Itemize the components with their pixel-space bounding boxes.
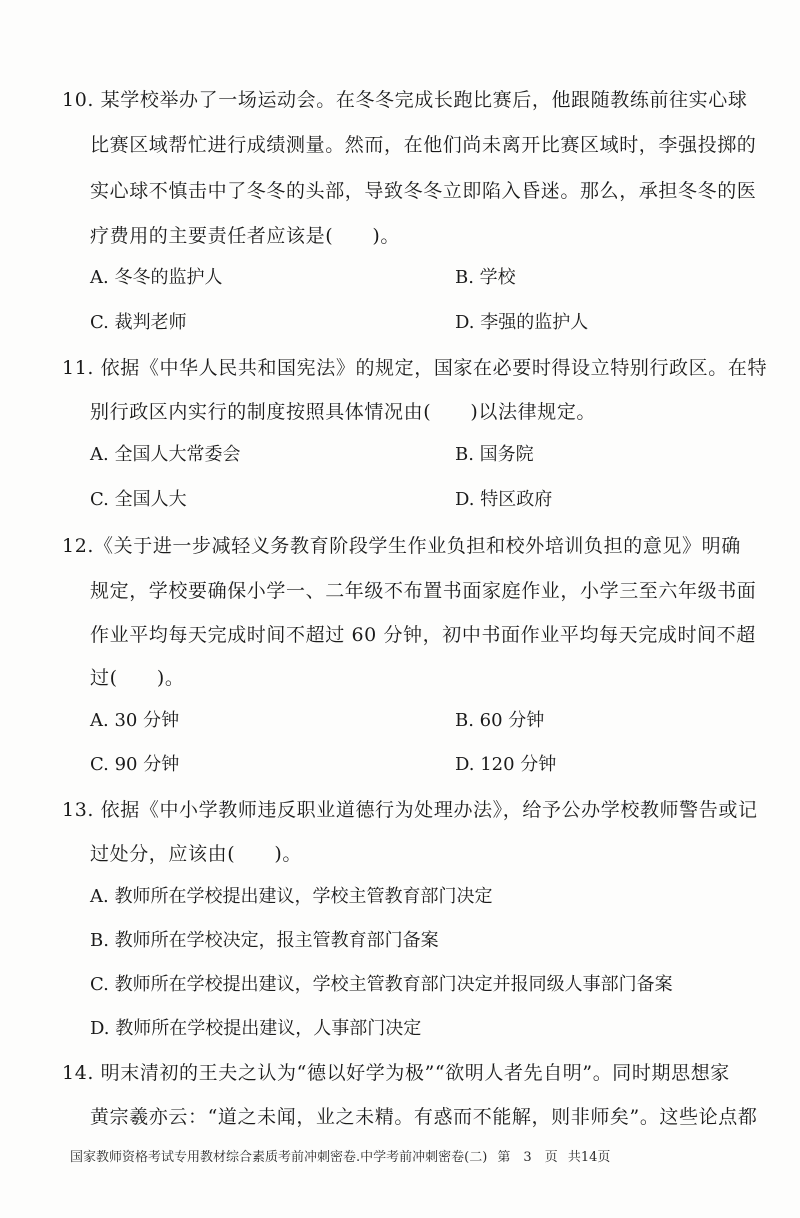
footer-total-pages: 共14页	[567, 1150, 611, 1165]
question-12-option-d: D. 120 分钟	[455, 754, 557, 775]
question-11-option-a: A. 全国人大常委会	[90, 444, 241, 465]
question-10-line-1: 10. 某学校举办了一场运动会。在冬冬完成长跑比赛后，他跟随教练前往实心球	[62, 89, 748, 111]
question-13-option-d: D. 教师所在学校提出建议，人事部门决定	[90, 1018, 422, 1039]
question-10-option-b: B. 学校	[455, 267, 516, 288]
question-12-option-a: A. 30 分钟	[90, 710, 180, 731]
question-11-option-d: D. 特区政府	[455, 489, 553, 510]
question-12-line-2: 规定，学校要确保小学一、二年级不布置书面家庭作业，小学三至六年级书面	[90, 580, 757, 602]
question-13-line-2: 过处分，应该由( )。	[90, 843, 303, 865]
question-13-option-c: C. 教师所在学校提出建议，学校主管教育部门决定并报同级人事部门备案	[90, 974, 673, 995]
question-13-option-b: B. 教师所在学校决定，报主管教育部门备案	[90, 930, 439, 951]
question-12-option-c: C. 90 分钟	[90, 754, 180, 775]
question-11-option-c: C. 全国人大	[90, 489, 187, 510]
question-13-option-a: A. 教师所在学校提出建议，学校主管教育部门决定	[90, 886, 493, 907]
question-14-line-1: 14. 明末清初的王夫之认为“德以好学为极”“欲明人者先自明”。同时期思想家	[62, 1062, 730, 1084]
question-10-line-3: 实心球不慎击中了冬冬的头部，导致冬冬立即陷入昏迷。那么，承担冬冬的医	[90, 180, 757, 202]
question-12-option-b: B. 60 分钟	[455, 710, 545, 731]
question-12-line-4: 过( )。	[90, 667, 185, 689]
question-14-line-2: 黄宗羲亦云：“道之未闻，业之未精。有惑而不能解，则非师矣”。这些论点都	[90, 1106, 758, 1128]
question-12-line-3: 作业平均每天完成时间不超过 60 分钟，初中书面作业平均每天完成时间不超	[90, 624, 756, 646]
question-10-line-4: 疗费用的主要责任者应该是( )。	[90, 225, 401, 247]
question-10-option-d: D. 李强的监护人	[455, 312, 589, 333]
page-footer	[70, 1148, 616, 1168]
question-11-line-1: 11. 依据《中华人民共和国宪法》的规定，国家在必要时得设立特别行政区。在特	[62, 357, 768, 379]
question-10-option-c: C. 裁判老师	[90, 312, 187, 333]
question-10-line-2: 比赛区域帮忙进行成绩测量。然而，在他们尚未离开比赛区域时，李强投掷的	[90, 134, 757, 156]
question-11-line-2: 别行政区内实行的制度按照具体情况由( )以法律规定。	[90, 401, 597, 423]
question-13-line-1: 13. 依据《中小学教师违反职业道德行为处理办法》，给予公办学校教师警告或记	[62, 799, 758, 821]
question-11-option-b: B. 国务院	[455, 444, 534, 465]
question-12-line-1: 12.《关于进一步减轻义务教育阶段学生作业负担和校外培训负担的意见》明确	[62, 535, 741, 557]
question-10-option-a: A. 冬冬的监护人	[90, 267, 223, 288]
footer-page-number: 第 3 页	[497, 1150, 558, 1165]
footer-title: 国家教师资格考试专用教材综合素质考前冲刺密卷.中学考前冲刺密卷(二)	[70, 1150, 488, 1165]
